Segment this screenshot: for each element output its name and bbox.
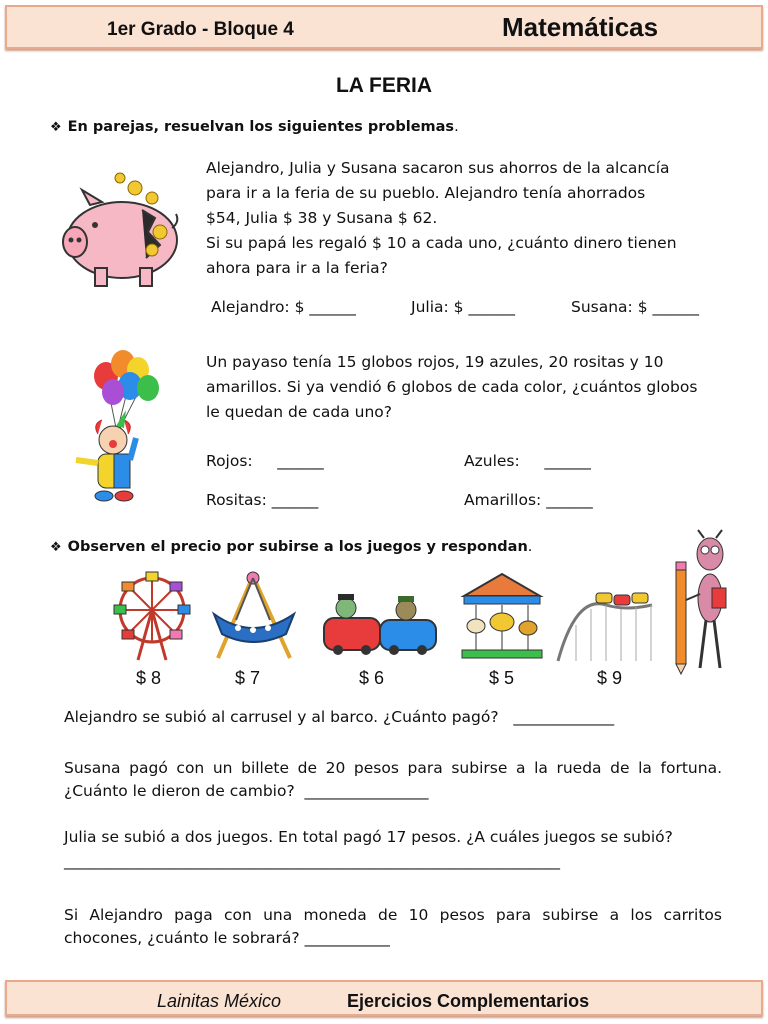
- answer-rojos[interactable]: Rojos: ______: [206, 452, 324, 470]
- footer-author: Lainitas México: [157, 991, 282, 1011]
- carousel-icon: [460, 570, 544, 662]
- problem-2-line: Un payaso tenía 15 globos rojos, 19 azules, 20 rositas y 10: [206, 353, 664, 371]
- problem-1-text: [206, 156, 716, 281]
- question-3-answer-line[interactable]: ________________________________________________________________: [64, 852, 560, 870]
- ferris-wheel-icon: [112, 570, 192, 662]
- answer-azules[interactable]: Azules: ______: [464, 452, 591, 470]
- problem-2-text: [206, 350, 716, 425]
- diamond-bullet-icon: ❖: [50, 540, 62, 555]
- piggy-bank-icon: [60, 170, 185, 290]
- problem-1-line: ahora para ir a la feria?: [206, 259, 388, 277]
- ant-pencil-icon: [670, 528, 732, 676]
- price-roller-coaster: $ 9: [597, 668, 623, 688]
- diamond-bullet-icon: ❖: [50, 120, 62, 135]
- problem-2-line: le quedan de cada uno?: [206, 403, 392, 421]
- price-bumper-cars: $ 6: [359, 668, 385, 688]
- subject-label: Matemáticas: [502, 12, 659, 42]
- instruction-1-text: En parejas, resuelvan los siguientes problemas: [67, 119, 455, 135]
- question-1[interactable]: Alejandro se subió al carrusel y al barco. ¿Cuánto pagó? _____________: [64, 708, 615, 726]
- problem-1-line: Alejandro, Julia y Susana sacaron sus ahorros de la alcancía: [206, 159, 670, 177]
- footer-bar: [5, 980, 763, 1016]
- instruction-2: [50, 539, 532, 555]
- answer-susana[interactable]: Susana: $ ______: [571, 298, 699, 316]
- page-title: LA FERIA: [335, 74, 433, 97]
- problem-1-line: para ir a la feria de su pueblo. Alejandro tenía ahorrados: [206, 184, 646, 202]
- bumper-cars-icon: [320, 590, 440, 660]
- footer-title: Ejercicios Complementarios: [347, 991, 590, 1011]
- problem-1-line: $54, Julia $ 38 y Susana $ 62.: [206, 209, 438, 227]
- answer-rositas[interactable]: Rositas: ______: [206, 491, 319, 509]
- instruction-2-text: Observen el precio por subirse a los juegos y respondan: [67, 539, 528, 555]
- answer-alejandro[interactable]: Alejandro: $ ______: [211, 298, 356, 316]
- clown-balloons-icon: [68, 348, 168, 508]
- instruction-2-period: .: [527, 539, 533, 555]
- question-3-line-1: Julia se subió a dos juegos. En total pagó 17 pesos. ¿A cuáles juegos se subió?: [64, 828, 673, 846]
- question-4-line-1: Si Alejandro paga con una moneda de 10 pesos para subirse a los carritos: [64, 906, 722, 924]
- price-pirate-ship: $ 7: [235, 668, 261, 688]
- answer-amarillos[interactable]: Amarillos: ______: [464, 491, 593, 509]
- instruction-1-period: .: [454, 119, 459, 135]
- answer-julia[interactable]: Julia: $ ______: [411, 298, 515, 316]
- header-bar: [5, 5, 763, 49]
- question-2-line-2[interactable]: ¿Cuánto le dieron de cambio? ________________: [64, 782, 429, 800]
- question-4-line-2[interactable]: chocones, ¿cuánto le sobrará? ___________: [64, 929, 390, 947]
- price-carousel: $ 5: [489, 668, 515, 688]
- problem-1-line: Si su papá les regaló $ 10 a cada uno, ¿cuánto dinero tienen: [206, 234, 677, 252]
- price-ferris-wheel: $ 8: [136, 668, 162, 688]
- question-2-line-1: Susana pagó con un billete de 20 pesos para subirse a la rueda de la fortuna.: [64, 759, 722, 777]
- pirate-ship-icon: [208, 570, 298, 662]
- instruction-1: [50, 119, 459, 135]
- roller-coaster-icon: [556, 575, 654, 663]
- problem-2-line: amarillos. Si ya vendió 6 globos de cada color, ¿cuántos globos: [206, 378, 698, 396]
- grade-block-label: 1er Grado - Bloque 4: [107, 19, 294, 40]
